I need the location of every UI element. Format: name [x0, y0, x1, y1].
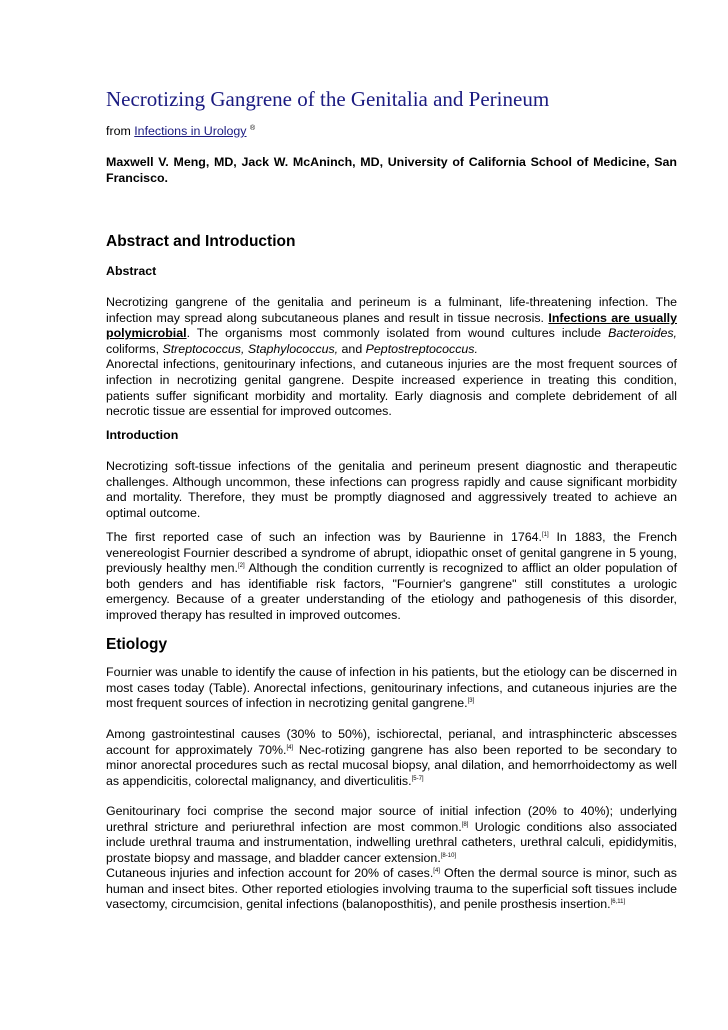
heading-abstract: Abstract — [106, 264, 157, 278]
etiology-text: Nec-rotizing gangrene has also been reported to be secondary to minor anorectal procedures such as rectal mucosal biopsy, anal dilation, and hemorrhoidectomy as well as appendicitis, colorectal malignancy, and diverticulitis. — [106, 742, 678, 788]
article-title: Necrotizing Gangrene of the Genitalia and Perineum — [106, 87, 550, 111]
organism-name: Streptococcus, Staphylococcus, — [162, 341, 339, 356]
etiology-text: Fournier was unable to identify the cause of infection in his patients, but the etiology can be discerned in most cases today (Table). Anorectal infections, genitourinary infections, and cutaneous injuries are the most frequent sources of infection in necrotizing genital gangrene. — [106, 665, 677, 711]
citation-ref: [8] — [461, 821, 469, 828]
introduction-paragraph-1: Necrotizing soft-tissue infections of the genitalia and perineum present diagnostic and therapeutic challenges. Although uncommon, these infections can progress rapidly and cause significant morbidity and mortality. Therefore, they must be promptly diagnosed and aggressively treated to achieve an optimal outcome. — [106, 459, 677, 520]
etiology-text: Often the dermal source is minor, such as human and insect bites. Other reported etiologies involving trauma to the superficial soft tissues include vasectomy, circumcision, genital infections (balanoposthitis), and penile prosthesis insertion. — [106, 866, 677, 912]
citation-ref: [4] — [433, 867, 440, 874]
etiology-paragraph-3 — [106, 804, 677, 866]
organism-name: Bacteroides, — [608, 326, 677, 341]
citation-ref: [1] — [541, 531, 549, 538]
intro-text-b: In 1883, the French venereologist Fournier described a syndrome of abrupt, idiopathic onset of genital gangrene in 5 young, previously healthy men. — [106, 530, 677, 576]
citation-ref: [4] — [286, 744, 294, 751]
citation-ref: [6,11] — [610, 899, 626, 906]
abstract-text-sources: Anorectal infections, genitourinary infections, and cutaneous injuries are the most frequent sources of infection in necrotizing genital gangrene. Despite increased experience in treating this condition, patients suffer significant morbidity and mortality. Early diagnosis and complete debridement of all necrotic tissue are essential for improved outcomes. — [106, 357, 677, 419]
heading-etiology: Etiology — [106, 636, 168, 653]
etiology-paragraph-2 — [106, 727, 677, 789]
introduction-paragraph-2 — [106, 530, 677, 624]
heading-abstract-introduction: Abstract and Introduction — [106, 233, 296, 250]
author-line: Maxwell V. Meng, MD, Jack W. McAninch, MD, University of California School of Medicine, San Francisco. — [106, 155, 677, 185]
source-prefix: from — [106, 124, 135, 138]
etiology-text: Among gastrointestinal causes (30% to 50%), ischiorectal, perianal, and intrasphincteric abscesses account for approximately 70%. — [106, 727, 677, 757]
etiology-paragraph-4 — [106, 866, 677, 913]
etiology-text: Genitourinary foci comprise the second major source of initial infection (20% to 40%); underlying urethral stricture and periurethral infection are most common. — [106, 804, 677, 834]
etiology-text: Urologic conditions also associated include urethral trauma and instrumentation, indwelling urethral catheters, urethral calculi, epididymitis, prostate biopsy and massage, and bladder cancer extension. — [106, 819, 677, 865]
organism-name: Peptostreptococcus. — [365, 341, 478, 356]
citation-ref: [2] — [238, 563, 245, 570]
intro-text-c: Although the condition currently is recognized to afflict an older population of both genders and has identifiable risk factors, "Fournier's gangrene" still constitutes a urologic emergency. Because of a greater understanding of the etiology and pathogenesis of this disorder, improved therapy has resulted in improved outcomes. — [106, 561, 678, 622]
etiology-paragraph-1 — [106, 665, 677, 712]
abstract-text-c: coliforms, — [106, 341, 163, 356]
registered-mark: ® — [249, 124, 256, 132]
intro-text-a: The first reported case of such an infection was by Baurienne in 1764. — [106, 530, 542, 544]
abstract-text-d: and — [338, 341, 366, 356]
abstract-text-b: . The organisms most commonly isolated from wound cultures include — [186, 326, 609, 341]
heading-introduction: Introduction — [106, 428, 179, 442]
abstract-text — [106, 295, 677, 420]
polymicrobial-highlight: Infections are usually polymicrobial — [106, 310, 677, 341]
abstract-text-a: Necrotizing gangrene of the genitalia and perineum is a fulminant, life-threatening infection. The infection may spread along subcutaneous planes and result in tissue necrosis. — [106, 295, 677, 325]
journal-link[interactable]: Infections in Urology — [134, 124, 247, 138]
source-line — [106, 124, 255, 139]
citation-ref: [8-10] — [440, 852, 457, 859]
etiology-text: Cutaneous injuries and infection account for 20% of cases. — [106, 866, 434, 880]
citation-ref: [5-7] — [411, 775, 424, 782]
citation-ref: [3] — [467, 698, 475, 705]
